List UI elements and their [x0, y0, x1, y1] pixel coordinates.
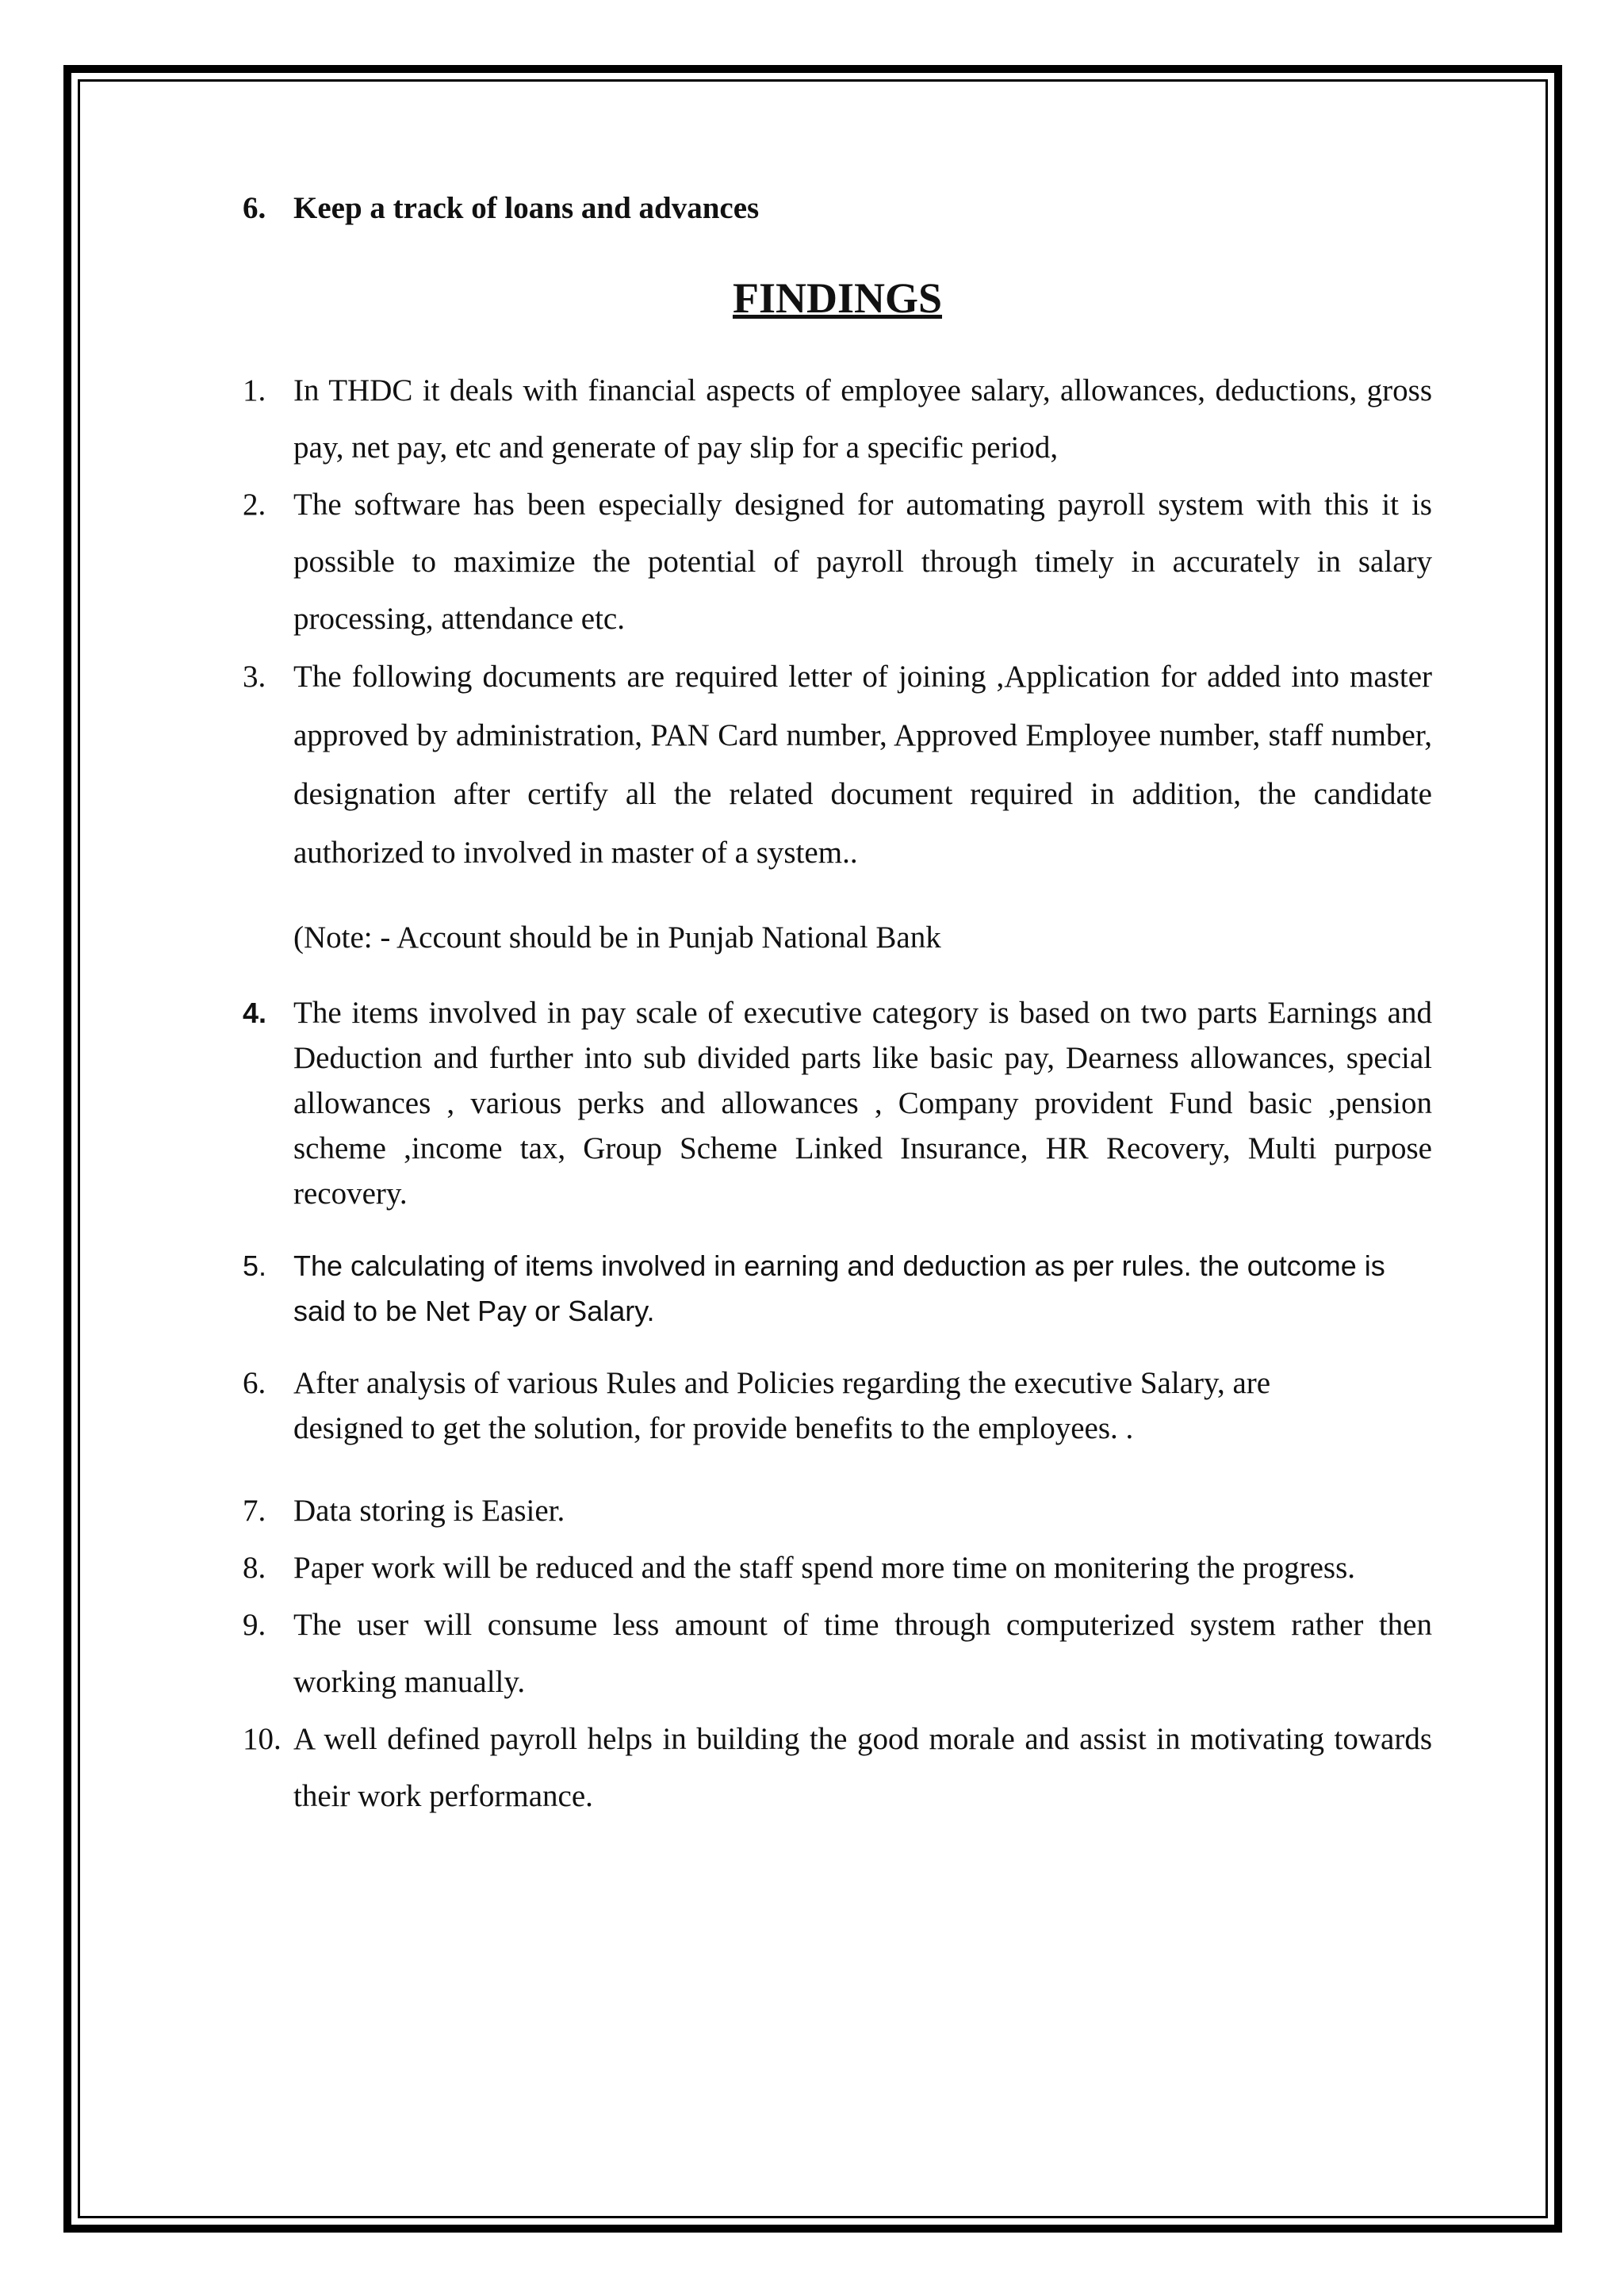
list-item	[243, 648, 1432, 882]
list-item	[243, 1597, 1432, 1711]
list-item	[243, 1483, 1432, 1540]
list-item-number: 9.	[243, 1608, 266, 1642]
list-item-text: In THDC it deals with financial aspects of employee salary, allowances, deductions, gross pay, net pay, etc and generate of pay slip for a specific period,	[293, 373, 1432, 465]
list-item-number: 10.	[243, 1722, 282, 1756]
list-item	[243, 990, 1432, 1216]
list-item-text: The following documents are required letter of joining ,Application for added into master approved by administration, PAN Card number, Approved Employee number, staff number, designation after certify all the related document required in addition, the candidate authorized to involved in master of a system..	[293, 660, 1432, 870]
intro-text: Keep a track of loans and advances	[293, 191, 760, 225]
list-item-text: The software has been especially designed for automating payroll system with this it is possible to maximize the potential of payroll through timely in accurately in salary processing, attendance etc.	[293, 488, 1432, 636]
intro-item	[243, 190, 1432, 226]
list-item-text: The user will consume less amount of time through computerized system rather then working manually.	[293, 1608, 1432, 1699]
list-item-text: The calculating of items involved in earning and deduction as per rules. the outcome is said to be Net Pay or Salary.	[293, 1249, 1385, 1327]
list-item-number: 7.	[243, 1494, 266, 1528]
document-page	[243, 190, 1432, 1825]
note-text: (Note: - Account should be in Punjab National Bank	[293, 920, 941, 955]
list-item-number: 5.	[243, 1249, 267, 1282]
list-item-number: 1.	[243, 373, 266, 408]
list-item-number: 3.	[243, 660, 266, 694]
list-item	[243, 476, 1432, 648]
list-item	[243, 1243, 1432, 1334]
list-item-text: The items involved in pay scale of executive category is based on two parts Earnings and Deduction and further into sub divided parts like basic pay, Dearness allowances, special allowances , various perks and allowances , Company provident Fund basic ,pension scheme ,income tax, Group Scheme Linked Insurance, HR Recovery, Multi purpose recovery.	[293, 996, 1432, 1211]
list-item-number: 2.	[243, 488, 266, 522]
list-item	[243, 1540, 1432, 1597]
list-item-text: After analysis of various Rules and Policies regarding the executive Salary, are designed to get the solution, for provide benefits to the employees. .	[293, 1366, 1271, 1445]
list-item-number: 6.	[243, 1366, 266, 1400]
list-item-text: Data storing is Easier.	[293, 1494, 565, 1528]
list-item-number: 8.	[243, 1551, 266, 1585]
list-item	[243, 362, 1432, 476]
list-item	[243, 1711, 1432, 1825]
list-item-number: 4.	[243, 997, 267, 1029]
list-item-text: Paper work will be reduced and the staff spend more time on monitering the progress.	[293, 1551, 1356, 1585]
page-title: FINDINGS	[732, 274, 943, 322]
list-item-text: A well defined payroll helps in building the good morale and assist in motivating towards their work performance.	[293, 1722, 1432, 1813]
list-item	[243, 1360, 1432, 1451]
intro-number: 6.	[243, 191, 266, 225]
